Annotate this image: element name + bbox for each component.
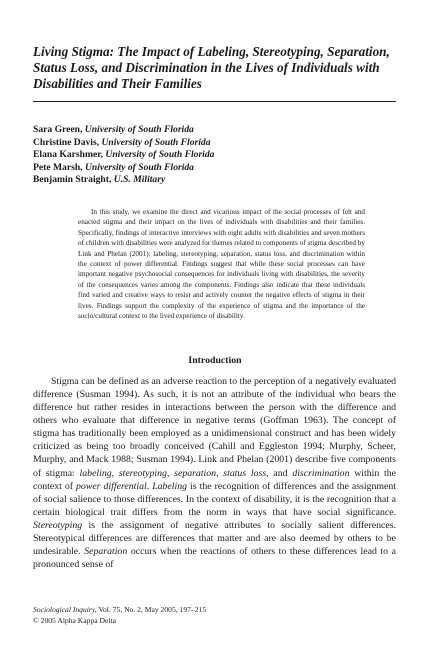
author-name: Christine Davis, [33, 136, 100, 148]
emphasis-term: discrimination [292, 467, 350, 479]
body-text-run: . [146, 480, 153, 492]
body-text-run: is the recognition of differences and the assignment of social salience to those differences. In the context of disability, it is the recognition that a certain biological trait differs from the norm in ways that have social significance. [33, 480, 396, 518]
author-name: Sara Green, [33, 124, 83, 135]
author-name: Pete Marsh, [33, 161, 83, 173]
body-paragraph [33, 375, 396, 571]
body-text-run: and [268, 467, 293, 479]
abstract: In this study, we examine the direct and vicarious impact of the social processes of felt and enacted stigma and their impact on the lives of individuals with disabilities and their families. Specifically, findings of interactive interviews with eight adults with disabilities and seven mothers of children with disabilities were analyzed for themes related to components of stigma described by Link and Phelan (2001): labeling, stereotyping, separation, status loss, and discrimination within the context of power differential. Findings suggest that while these social processes can have important negative psychosocial consequences for individuals living with disabilities, the severity of the consequences varies among the components. Findings also indicate that these individuals find varied and creative ways to resist and actively counter the negative effects of stigma in their lives. Findings support the complexity of the experience of stigma and the importance of the socio/cultural context to the lived experience of disability. [78, 208, 365, 321]
article-title: Living Stigma: The Impact of Labeling, Stereotyping, Separation, Status Loss, and Discrimination in the Lives of Individuals with Disabilities and Their Families [33, 44, 390, 91]
emphasis-term: power differential [76, 480, 147, 492]
author-affiliation: University of South Florida [84, 124, 194, 135]
author-entry [33, 124, 393, 137]
emphasis-term: Stereotyping [33, 519, 83, 531]
author-entry [33, 174, 393, 187]
author-affiliation: University of South Florida [101, 136, 211, 148]
journal-name: Sociological Inquiry, [33, 605, 97, 614]
author-name: Benjamin Straight, [33, 174, 112, 185]
body-text-run: within the context of [33, 467, 397, 492]
section-heading: Introduction [188, 355, 242, 366]
author-entry [33, 149, 393, 162]
body-text-run: is the assignment of negative attributes to socially salient differences. Stereotypical differences are differences that matter and are also deemed by others to be undesirable. [33, 519, 396, 558]
body-text-run: Stigma can be defined as an adverse reaction to the perception of a negatively evaluated difference (Susman 1994). As such, it is not an attribute of the individual who bears the difference but rather resides in interactions between the person with the difference and others who evaluate that difference in negative terms (Goffman 1963). The concept of stigma has traditionally been employed as a unidimensional construct and has been widely criticized as being too broadly conceived (Cahill and Eggleston 1994; Murphy, Scheer, Murphy, and Mack 1988; Susman 1994). Link and Phelan (2001) describe five components of stigma: [33, 376, 396, 479]
emphasis-term: Labeling [152, 480, 188, 492]
author-name: Elana Karshmer, [33, 149, 104, 160]
author-affiliation: U.S. Military [113, 174, 166, 185]
body-text-run: occurs when the reactions of others to these differences lead to a pronounced sense of [33, 546, 397, 571]
emphasis-term: Separation [84, 546, 128, 558]
author-affiliation: University of South Florida [105, 149, 215, 160]
journal-citation [33, 605, 396, 616]
copyright-notice: © 2005 Alpha Kappa Delta [33, 615, 116, 625]
author-entry [33, 162, 393, 175]
citation-details: Vol. 75, No. 2, May 2005, 197–215 [96, 605, 207, 614]
emphasis-term: labeling, stereotyping, separation, status loss, [79, 467, 269, 479]
page-footer [33, 605, 396, 626]
title-divider [33, 101, 396, 102]
author-entry [33, 137, 393, 150]
author-list [33, 124, 393, 187]
author-affiliation: University of South Florida [84, 161, 194, 173]
